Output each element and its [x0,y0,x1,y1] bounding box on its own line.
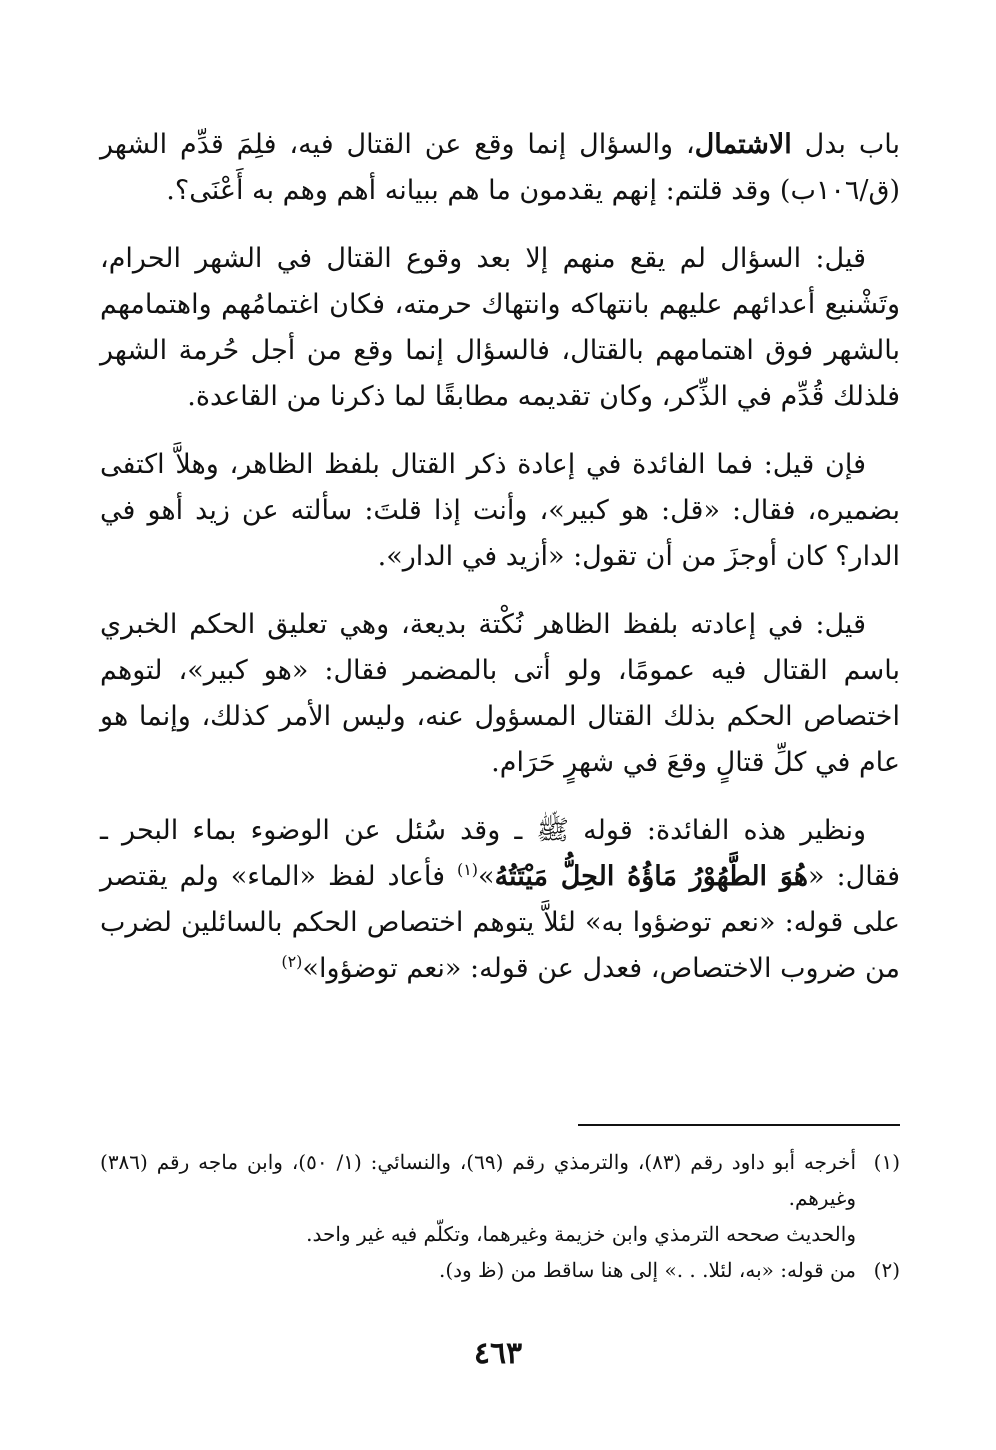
text-segment: باب بدل [791,129,900,160]
page-number: ٤٦٣ [473,1336,523,1371]
footnotes [100,1144,900,1288]
text-segment: فأعاد لفظ «الماء» ولم يقتصر على قوله: «نعم توضؤوا به» لئلاَّ يتوهم اختصاص الحكم بالسائلين لضرب من ضروب الاختصاص، فعدل عن قوله: «نعم توضؤوا» [100,861,900,984]
paragraph-5 [100,808,900,992]
footnote-divider [578,1124,900,1126]
paragraph-3 [100,442,900,580]
text-segment: قيل: في إعادته بلفظ الظاهر نُكْتة بديعة، وهي تعليق الحكم الخبري باسم القتال فيه عمومًا، ولو أتى بالمضمر فقال: «هو كبير»، لتوهم اختصاص الحكم بذلك القتال المسؤول عنه، وليس الأمر كذلك، وإنما هو عام في كلِّ قتالٍ وقعَ في شهرٍ حَرَام. [100,609,900,778]
paragraph-4 [100,602,900,786]
footnote-text: والحديث صححه الترمذي وابن خزيمة وغيرهما، وتكلّم فيه غير واحد. [306,1222,856,1246]
footnote-number: (١) [873,1150,900,1174]
footnote-2 [100,1252,900,1288]
bold-term: الاشتمال [694,129,792,160]
footnote-ref-1[interactable]: (١) [456,860,479,879]
footnote-1 [100,1144,900,1216]
hadith-quote: هُوَ الطَّهُوْرُ مَاؤُهُ الحِلُّ مَيْتَتُهُ [494,861,809,892]
text-segment: ، والسؤال إنما وقع عن القتال فيه، فلِمَ قدِّم الشهر (ق/١٠٦ب) وقد قلتم: إنهم يقدمون ما هم ببيانه أهم وهم به أَعْنَى؟. [100,129,900,206]
paragraph-1 [100,122,900,214]
text-segment: » [478,861,495,892]
main-text [100,122,900,992]
footnote-ref-2[interactable]: (٢) [281,952,303,971]
text-segment: قيل: السؤال لم يقع منهم إلا بعد وقوع القتال في الشهر الحرام، وتَشْنيع أعدائهم عليهم بانتهاكه وانتهاك حرمته، فكان اغتمامُهم واهتمامهم بالشهر فوق اهتمامهم بالقتال، فالسؤال إنما وقع من أجل حُرمة الشهر فلذلك قُدِّم في الذِّكر، وكان تقديمه مطابقًا لما ذكرنا من القاعدة. [100,243,900,412]
footnote-text: من قوله: «به، لئلا. . .» إلى هنا ساقط من (ظ ود). [438,1258,856,1282]
text-segment: فإن قيل: فما الفائدة في إعادة ذكر القتال بلفظ الظاهر، وهلاَّ اكتفى بضميره، فقال: «قل: هو كبير»، وأنت إذا قلتَ: سألته عن زيد أهو في الدار؟ كان أوجزَ من أن تقول: «أزيد في الدار». [100,449,900,572]
footnote-text: أخرجه أبو داود رقم (٨٣)، والترمذي رقم (٦٩)، والنسائي: (١/ ٥٠)، وابن ماجه رقم (٣٨٦) وغيرهم. [100,1150,857,1210]
footnote-1-continuation [100,1216,900,1252]
text-segment: ونظير هذه الفائدة: قوله ﷺ ـ وقد سُئل عن الوضوء بماء البحر ـ فقال: « [100,815,901,892]
footnote-number: (٢) [873,1258,900,1282]
paragraph-2 [100,236,900,420]
